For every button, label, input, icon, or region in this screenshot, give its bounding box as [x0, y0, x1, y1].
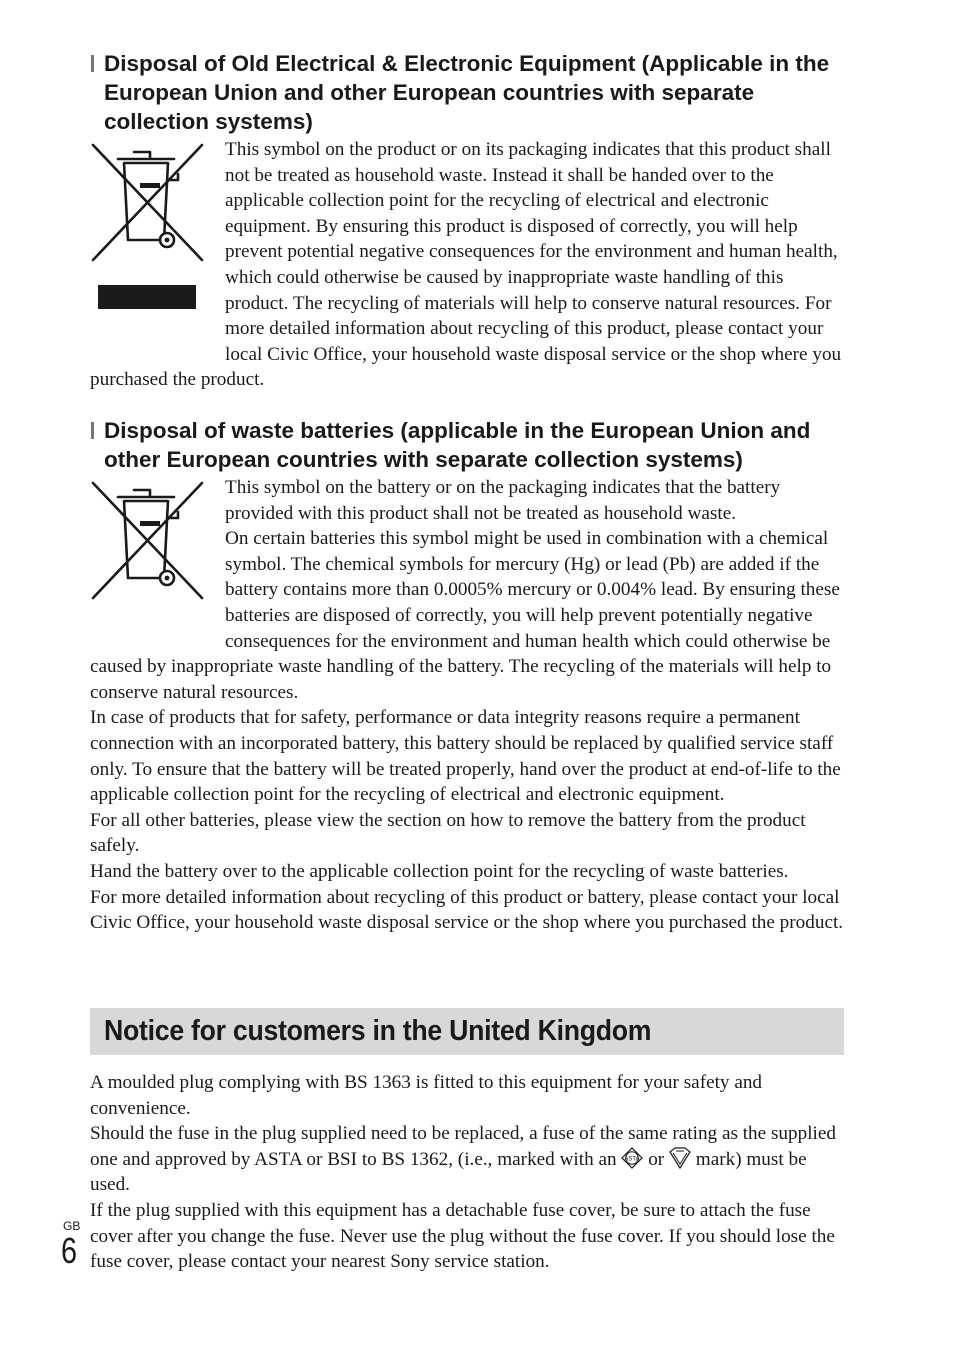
heading-marker [91, 55, 94, 72]
svg-text:ASTA: ASTA [624, 1156, 641, 1163]
section-batteries-text: This symbol on the battery or on the packaging indicates that the battery provided with this product shall not be treated as household waste. On certain batteries this symbol might be used in combination with a chemical symbol. The chemical symbols for mercury (Hg) or lead (Pb) are added if the battery contains more than 0.0005% mercury or 0.004% lead. By ensuring these batteries are disposed of correctly, you will help prevent potentially negative consequences for the environment and human health which could otherwise be caused by inappropriate waste handling of the battery. The recycling of the materials will help to conserve natural resources. In case of products that for safety, performance or data integrity reasons require a permanent connection with an incorporated battery, this battery should be replaced by qualified service staff only. To ensure that the battery will be treated properly, hand over the product at end-of-life to the applicable collection point for the recycling of electrical and electronic equipment. For all other batteries, please view the section on how to remove the battery from the product safely. Hand the battery over to the applicable collection point for the recycling of waste batteries. For more detailed information about recycling of this product or battery, please contact your local Civic Office, your household waste disposal service or the shop where you purchased the product. [90, 477, 844, 934]
uk-notice-title: Notice for customers in the United Kingdom [104, 1015, 652, 1047]
region-code: GB [63, 1219, 81, 1233]
section-heading-batteries: Disposal of waste batteries (applicable in the European Union and other European countries with separate collection systems) [90, 416, 850, 474]
uk-notice-banner [90, 1008, 844, 1055]
page-number: 6 [61, 1230, 78, 1271]
uk-notice-text: A moulded plug complying with BS 1363 is fitted to this equipment for your safety and convenience. Should the fuse in the plug supplied need to be replaced, a fuse of the same rating as the supplied one and approved by ASTA or BSI to BS 1362, (i.e., marked with an ASTA or mark) must be used. If the plug supplied with this equipment has a detachable fuse cover, be sure to attach the fuse cover after you change the fuse. Never use the plug without the fuse cover. If you should lose the fuse cover, please contact your nearest Sony service station. [90, 1070, 850, 1275]
bsi-kitemark-icon [669, 1147, 691, 1169]
section-heading-weee: Disposal of Old Electrical & Electronic Equipment (Applicable in the European Union and other European countries with separate collection systems) [90, 49, 850, 136]
heading-marker [91, 422, 94, 439]
section-weee-text: This symbol on the product or on its packaging indicates that this product shall not be treated as household waste. Instead it shall be handed over to the applicable collection point for the recycling of electrical and electronic equipment. By ensuring this product is disposed of correctly, you will help prevent potential negative consequences for the environment and human health, which could otherwise be caused by inappropriate waste handling of this product. The recycling of materials will help to conserve natural resources. For more detailed information about recycling of this product, please contact your local Civic Office, your household waste disposal service or the shop where you purchased the product. [90, 139, 842, 391]
asta-mark-icon [621, 1147, 643, 1169]
fuse-paragraph: Should the fuse in the plug supplied need to be replaced, a fuse of the same rating as the supplied one and approved by ASTA or BSI to BS 1362, (i.e., marked with an ASTA or mark) must be used. [90, 1123, 836, 1196]
